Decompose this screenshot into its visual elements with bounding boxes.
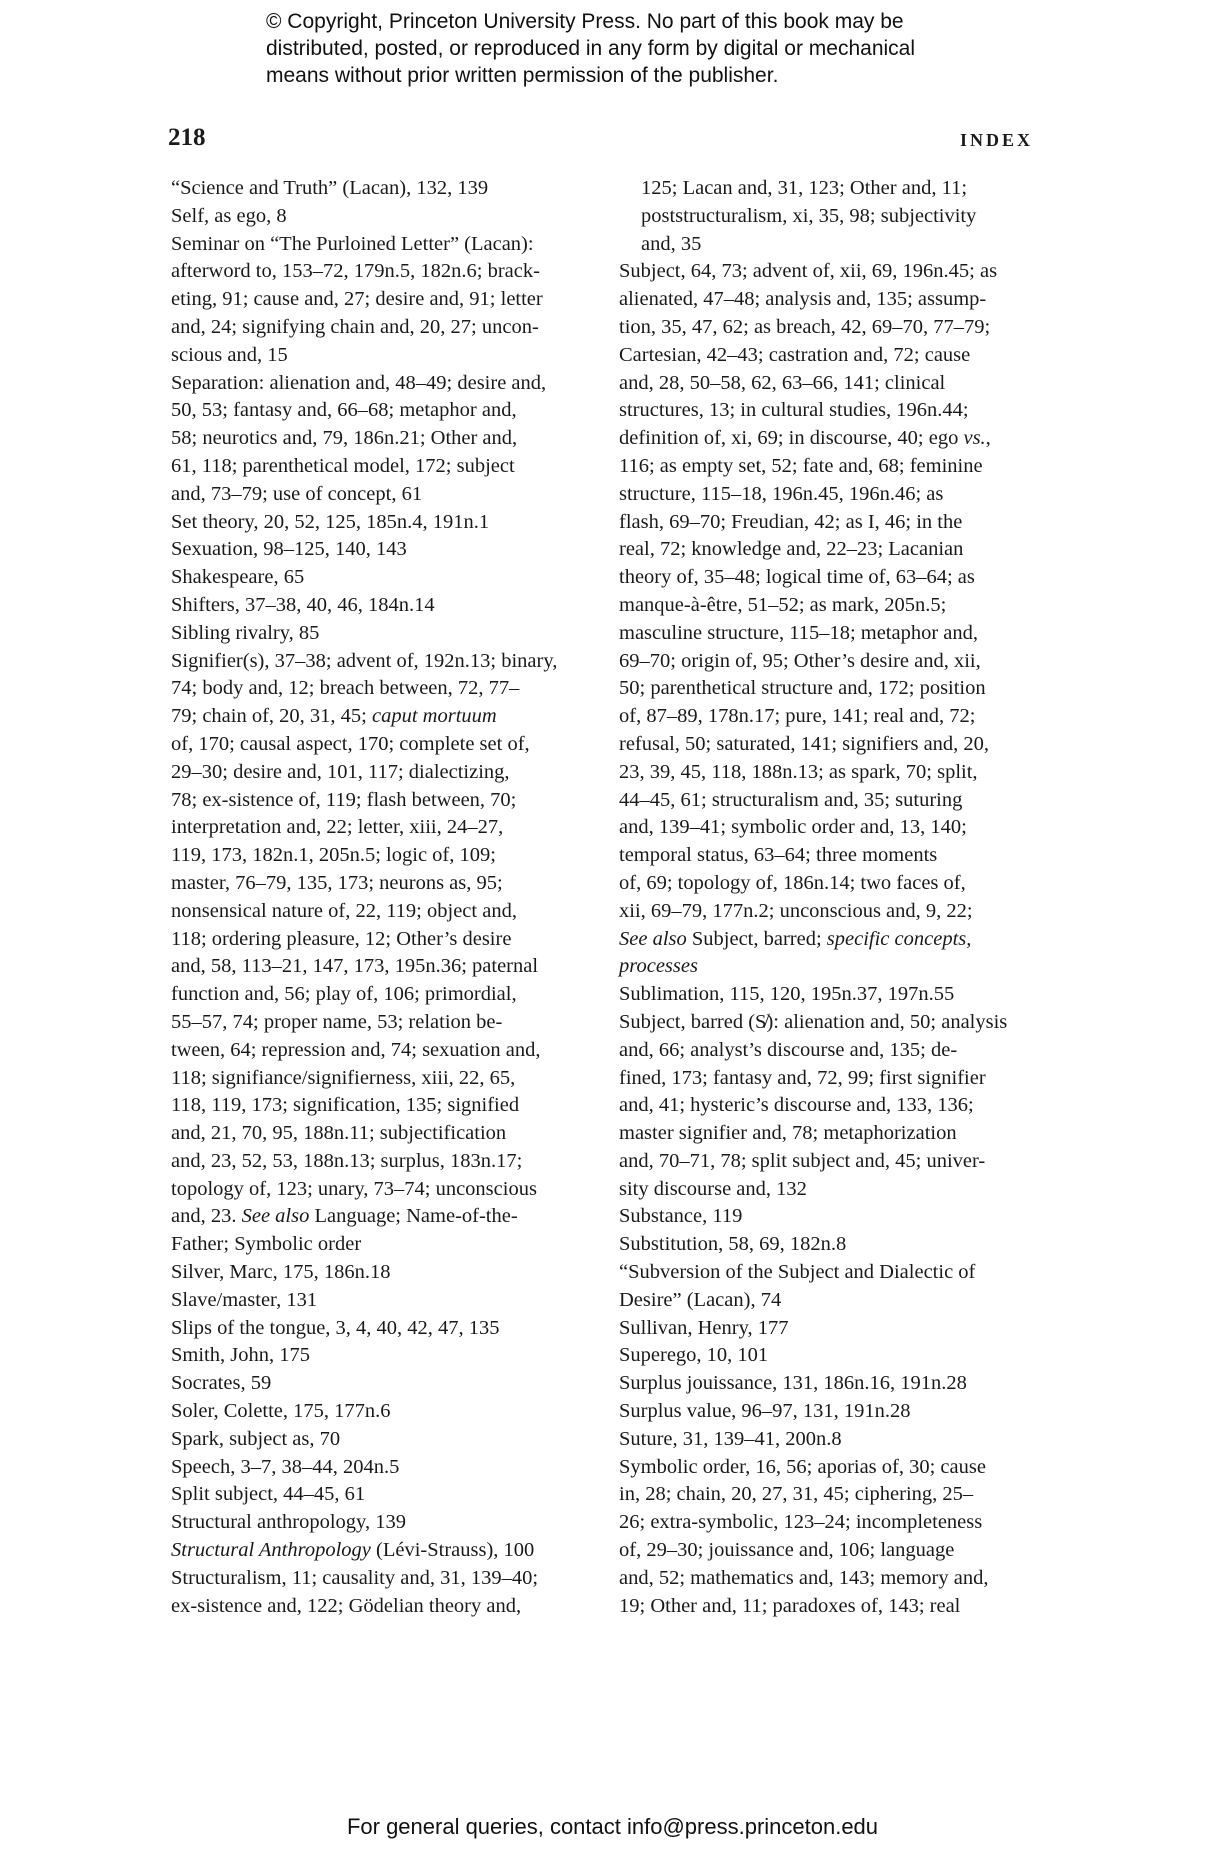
index-entry-continued: 125; Lacan and, 31, 123; Other and, 11; poststructuralism, xi, 35, 98; subjectivity and, 35: [641, 177, 977, 255]
index-entry: Silver, Marc, 175, 186n.18: [171, 1261, 391, 1284]
index-entry: Structuralism, 11; causality and, 31, 139–40; ex-sistence and, 122; Gödelian theory and,: [171, 1566, 539, 1617]
copyright-notice: [266, 8, 1026, 89]
index-entry: Shifters, 37–38, 40, 46, 184n.14: [171, 593, 435, 616]
copyright-line: distributed, posted, or reproduced in any form by digital or mechanical: [266, 37, 916, 60]
index-entry: Surplus value, 96–97, 131, 191n.28: [619, 1400, 911, 1423]
copyright-line: © Copyright, Princeton University Press. No part of this book may be: [266, 10, 904, 33]
index-entry: “Subversion of the Subject and Dialectic of Desire” (Lacan), 74: [619, 1261, 976, 1311]
running-head: INDEX: [959, 130, 1033, 150]
index-entry: Suture, 31, 139–41, 200n.8: [619, 1427, 842, 1450]
index-entry: Separation: alienation and, 48–49; desire and, 50, 53; fantasy and, 66–68; metaphor and, 58; neurotics and, 79, 186n.21; Other and, 61, 118; parenthetical model, 172; subject and, 73–79; use of concept, 61: [171, 371, 547, 505]
index-entry: Spark, subject as, 70: [171, 1427, 341, 1450]
index-entry: Slave/master, 131: [171, 1288, 318, 1311]
index-column-left: [171, 175, 611, 1620]
index-entry: Split subject, 44–45, 61: [171, 1483, 366, 1506]
copyright-line: means without prior written permission of the publisher.: [266, 64, 779, 87]
index-entry: Subject, 64, 73; advent of, xii, 69, 196n.45; as alienated, 47–48; analysis and, 135; assump- tion, 35, 47, 62; as breach, 42, 69–70, 77–79; Cartesian, 42–43; castration and, 72; cause and, 28, 50–58, 62, 63–66, 141; clinical structures, 13; in cultural studies, 196n.44; definition of, xi, 69; in discourse, 40; ego vs., 116; as empty set, 52; fate and, 68; feminine structure, 115–18, 196n.45, 196n.46; as flash, 69–70; Freudian, 42; as I, 46; in the real, 72; knowledge and, 22–23; Lacanian theory of, 35–48; logical time of, 63–64; as manque-à-être, 51–52; as mark, 205n.5; masculine structure, 115–18; metaphor and, 69–70; origin of, 95; Other’s desire and, xii, 50; parenthetical structure and, 172; position of, 87–89, 178n.17; pure, 141; real and, 72; refusal, 50; saturated, 141; signifiers and, 20, 23, 39, 45, 118, 188n.13; as spark, 70; split, 44–45, 61; structuralism and, 35; suturing and, 139–41; symbolic order and, 13, 140; temporal status, 63–64; three moments of, 69; topology of, 186n.14; two faces of, xii, 69–79, 177n.2; unconscious and, 9, 22; See also Subject, barred; specific concepts, processes: [619, 260, 998, 978]
index-entry: Speech, 3–7, 38–44, 204n.5: [171, 1455, 400, 1478]
index-entry: Sullivan, Henry, 177: [619, 1316, 789, 1339]
footer-contact: For general queries, contact info@press.princeton.edu: [346, 1814, 879, 1839]
index-entry: Sexuation, 98–125, 140, 143: [171, 538, 407, 561]
index-entry: Substitution, 58, 69, 182n.8: [619, 1233, 847, 1256]
index-entry: Superego, 10, 101: [619, 1344, 769, 1367]
index-entry: Set theory, 20, 52, 125, 185n.4, 191n.1: [171, 510, 490, 533]
index-entry: Surplus jouissance, 131, 186n.16, 191n.28: [619, 1372, 967, 1395]
index-entry: Structural Anthropology (Lévi-Strauss), 100: [171, 1539, 535, 1562]
index-column-right: [619, 175, 1039, 1620]
index-entry: Slips of the tongue, 3, 4, 40, 42, 47, 135: [171, 1316, 500, 1339]
index-entry: Symbolic order, 16, 56; aporias of, 30; cause in, 28; chain, 20, 27, 31, 45; ciphering, 25– 26; extra-symbolic, 123–24; incompleteness of, 29–30; jouissance and, 106; language and, 52; mathematics and, 143; memory and, 19; Other and, 11; paradoxes of, 143; real: [619, 1455, 989, 1617]
index-entry: Soler, Colette, 175, 177n.6: [171, 1400, 391, 1423]
index-entry: Seminar on “The Purloined Letter” (Lacan): afterword to, 153–72, 179n.5, 182n.6; brack- eting, 91; cause and, 27; desire and, 91; letter and, 24; signifying chain and, 20, 27; uncon- scious and, 15: [171, 232, 543, 366]
index-entry: Substance, 119: [619, 1205, 743, 1228]
index-entry: Socrates, 59: [171, 1372, 272, 1395]
index-entry: Self, as ego, 8: [171, 204, 287, 227]
index-entry: Smith, John, 175: [171, 1344, 310, 1367]
index-entry: Subject, barred (S̸): alienation and, 50; analysis and, 66; analyst’s discourse and, 135; de- fined, 173; fantasy and, 72, 99; first signifier and, 41; hysteric’s discourse and, 133, 136; master signifier and, 78; metaphorization and, 70–71, 78; split subject and, 45; univer- sity discourse and, 132: [619, 1010, 1008, 1200]
index-entry: Structural anthropology, 139: [171, 1511, 406, 1534]
index-entry: Sibling rivalry, 85: [171, 621, 320, 644]
page-number: 218: [168, 124, 206, 151]
index-entry: “Science and Truth” (Lacan), 132, 139: [171, 177, 489, 199]
index-entry: Signifier(s), 37–38; advent of, 192n.13; binary, 74; body and, 12; breach between, 72, 77– 79; chain of, 20, 31, 45; caput mortuum of, 170; causal aspect, 170; complete set of, 29–30; desire and, 101, 117; dialectizing, 78; ex-sistence of, 119; flash between, 70; interpretation and, 22; letter, xiii, 24–27, 119, 173, 182n.1, 205n.5; logic of, 109; master, 76–79, 135, 173; neurons as, 95; nonsensical nature of, 22, 119; object and, 118; ordering pleasure, 12; Other’s desire and, 58, 113–21, 147, 173, 195n.36; paternal function and, 56; play of, 106; primordial, 55–57, 74; proper name, 53; relation be- tween, 64; repression and, 74; sexuation and, 118; signifiance/signifierness, xiii, 22, 65, 118, 119, 173; signification, 135; signified and, 21, 70, 95, 188n.11; subjectification and, 23, 52, 53, 188n.13; surplus, 183n.17; topology of, 123; unary, 73–74; unconscious and, 23. See also Language; Name-of-the- Father; Symbolic order: [171, 649, 558, 1256]
index-entry: Shakespeare, 65: [171, 566, 305, 589]
index-entry: Sublimation, 115, 120, 195n.37, 197n.55: [619, 983, 955, 1006]
